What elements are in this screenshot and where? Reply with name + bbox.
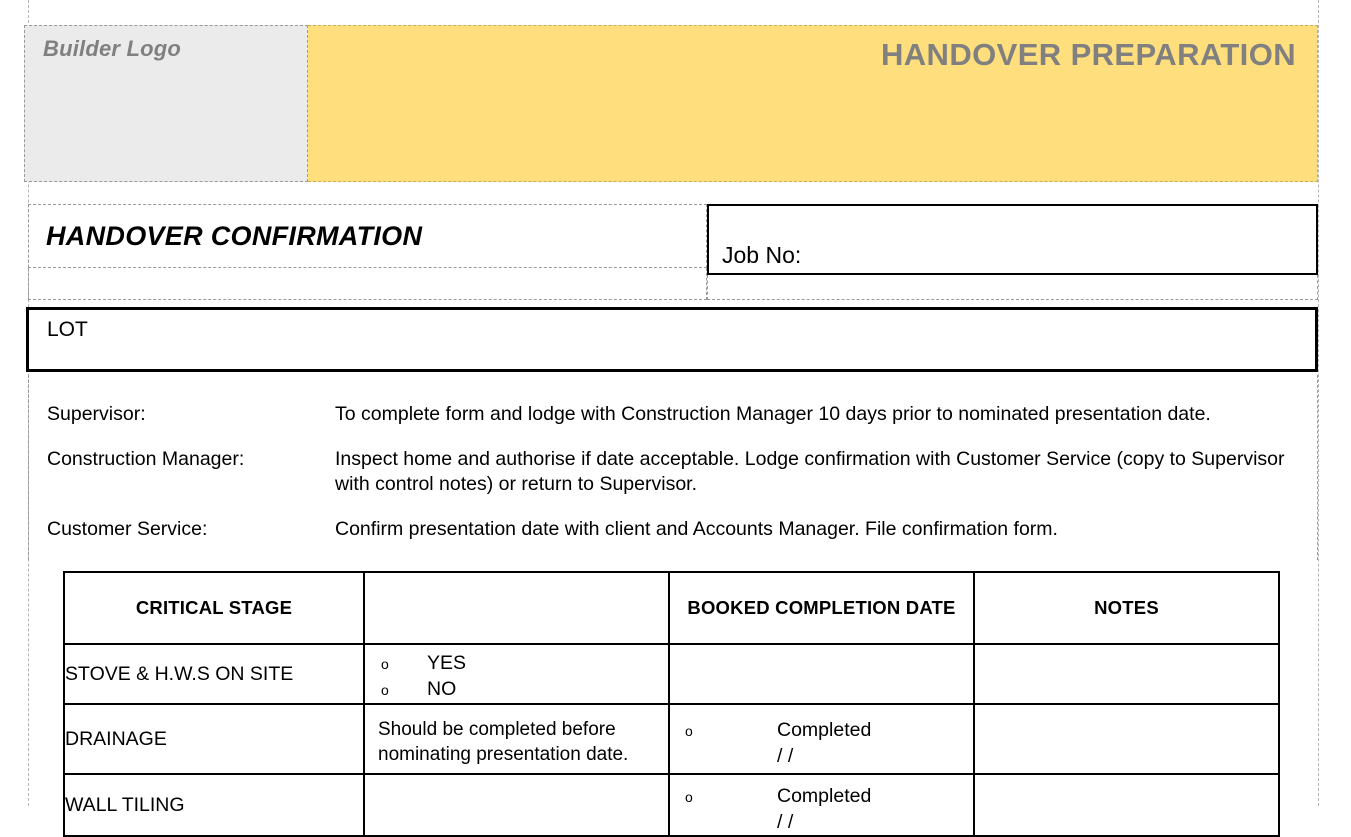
job-no-spacer-cell [707, 275, 1318, 300]
critical-stage-table [63, 571, 1280, 837]
table-header-row [64, 572, 1279, 644]
lot-field[interactable] [26, 307, 1318, 372]
option-completed[interactable] [670, 783, 973, 810]
column-header-booked-completion-date: BOOKED COMPLETION DATE [669, 572, 974, 644]
job-no-field[interactable] [707, 204, 1318, 275]
cell-yes-no-options [364, 644, 669, 704]
builder-logo-text: Builder Logo [43, 36, 182, 61]
document-title: HANDOVER PREPARATION [880, 37, 1296, 72]
builder-logo-cell [24, 25, 308, 182]
handover-confirmation-title-cell [28, 204, 707, 268]
job-no-label: Job No: [722, 242, 802, 268]
middle-note-text: Should be completed before nominating presentation date. [378, 718, 629, 765]
option-no[interactable] [365, 677, 668, 703]
date-entry-blank[interactable]: / / [777, 744, 794, 767]
option-yes[interactable] [365, 651, 668, 677]
instruction-row [47, 517, 1317, 542]
cell-booked-completion-date[interactable] [669, 644, 974, 704]
cell-booked-completion-date[interactable] [669, 774, 974, 836]
instruction-text: Inspect home and authorise if date acceptable. Lodge confirmation with Customer Service (copy to Supervisor with control notes) or return to Supervisor. [335, 448, 1285, 495]
radio-circle-icon: o [381, 656, 389, 672]
cell-booked-completion-date[interactable] [669, 704, 974, 774]
table-row [64, 644, 1279, 704]
lot-label: LOT [47, 318, 88, 341]
handover-confirmation-spacer-cell [28, 268, 707, 300]
radio-circle-icon: o [381, 682, 389, 698]
option-completed-label: Completed [777, 784, 872, 807]
instruction-text: Confirm presentation date with client and Accounts Manager. File confirmation form. [335, 518, 1058, 540]
column-header-middle [364, 572, 669, 644]
option-completed[interactable] [670, 717, 973, 744]
cell-critical-stage: STOVE & H.W.S ON SITE [64, 644, 364, 704]
instructions-block [28, 375, 1318, 560]
instruction-role-label: Construction Manager: [47, 448, 245, 470]
cell-critical-stage: WALL TILING [64, 774, 364, 836]
table-row [64, 704, 1279, 774]
cell-notes[interactable] [974, 774, 1279, 836]
option-yes-label: YES [427, 652, 467, 674]
column-header-critical-stage: CRITICAL STAGE [64, 572, 364, 644]
date-entry-blank[interactable]: / / [777, 810, 794, 833]
cell-middle-note [364, 704, 669, 774]
radio-circle-icon: o [685, 788, 693, 805]
page-margin-guide-right [1318, 0, 1319, 806]
handover-confirmation-row [28, 204, 1318, 300]
radio-circle-icon: o [685, 722, 693, 739]
handover-confirmation-title: HANDOVER CONFIRMATION [46, 220, 423, 251]
option-completed-label: Completed [777, 718, 872, 741]
instruction-row [47, 447, 1317, 497]
instruction-text: To complete form and lodge with Construction Manager 10 days prior to nominated presentation date. [335, 403, 1211, 425]
cell-critical-stage: DRAINAGE [64, 704, 364, 774]
table-row [64, 774, 1279, 836]
cell-notes[interactable] [974, 644, 1279, 704]
instruction-row [47, 402, 1317, 427]
instruction-role-label: Customer Service: [47, 518, 208, 540]
column-header-notes: NOTES [974, 572, 1279, 644]
cell-notes[interactable] [974, 704, 1279, 774]
instruction-role-label: Supervisor: [47, 403, 146, 425]
option-no-label: NO [427, 678, 457, 700]
cell-middle-note [364, 774, 669, 836]
header-banner [308, 25, 1318, 182]
document-header [24, 25, 1318, 182]
